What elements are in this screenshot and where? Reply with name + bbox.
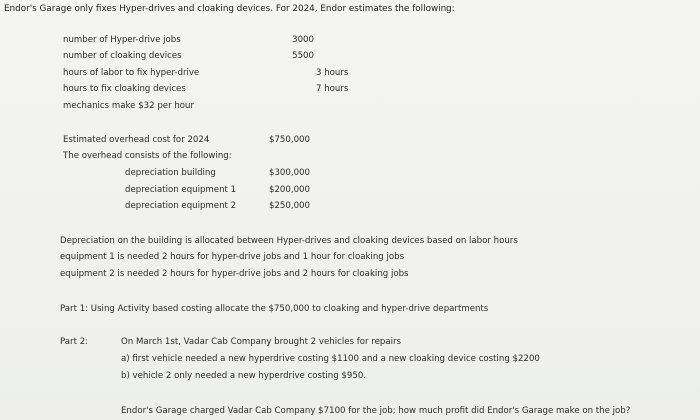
overhead-item-value: $200,000 xyxy=(268,185,310,195)
part2-line: a) first vehicle needed a new hyperdrive costing $1100 and a new cloaking device costing $2200 xyxy=(121,354,540,364)
part1-text: Part 1: Using Activity based costing allocate the $750,000 to cloaking and hyper-drive departments xyxy=(60,304,489,314)
allocation-note: Depreciation on the building is allocated between Hyper-drives and cloaking devices based on labor hours xyxy=(60,236,518,246)
overhead-consists-label: The overhead consists of the following: xyxy=(63,151,232,161)
overhead-item-value: $250,000 xyxy=(268,201,310,211)
cloaking-devices-label: number of cloaking devices xyxy=(63,51,182,61)
part2-label: Part 2: xyxy=(60,337,89,347)
overhead-item-label: depreciation equipment 1 xyxy=(125,185,237,195)
hours-hyperdrive-value: 3 hours xyxy=(316,68,349,78)
hours-cloaking-value: 7 hours xyxy=(316,84,349,94)
part2-line: On March 1st, Vadar Cab Company brought 2 vehicles for repairs xyxy=(121,337,402,347)
hours-cloaking-label: hours to fix cloaking devices xyxy=(63,84,186,94)
mechanics-pay-label: mechanics make $32 per hour xyxy=(63,101,195,111)
overhead-item-label: depreciation equipment 2 xyxy=(125,201,237,211)
cloaking-devices-value: 5500 xyxy=(292,51,314,61)
hyperdrive-jobs-label: number of Hyper-drive jobs xyxy=(63,35,181,45)
document-title: Endor's Garage only fixes Hyper-drives and cloaking devices. For 2024, Endor estimates the following: xyxy=(4,4,455,14)
overhead-item-label: depreciation building xyxy=(125,168,216,178)
allocation-note: equipment 1 is needed 2 hours for hyper-drive jobs and 1 hour for cloaking jobs xyxy=(60,252,405,262)
estimated-overhead-value: $750,000 xyxy=(268,135,310,145)
part2-question: Endor's Garage charged Vadar Cab Company $7100 for the job; how much profit did Endor's Garage make on the job? xyxy=(121,406,631,416)
overhead-item-value: $300,000 xyxy=(268,168,310,178)
part2-line: b) vehicle 2 only needed a new hyperdrive costing $950. xyxy=(121,371,367,381)
estimated-overhead-label: Estimated overhead cost for 2024 xyxy=(63,135,210,145)
allocation-note: equipment 2 is needed 2 hours for hyper-drive jobs and 2 hours for cloaking jobs xyxy=(60,269,409,279)
hyperdrive-jobs-value: 3000 xyxy=(292,35,314,45)
hours-hyperdrive-label: hours of labor to fix hyper-drive xyxy=(63,68,200,78)
